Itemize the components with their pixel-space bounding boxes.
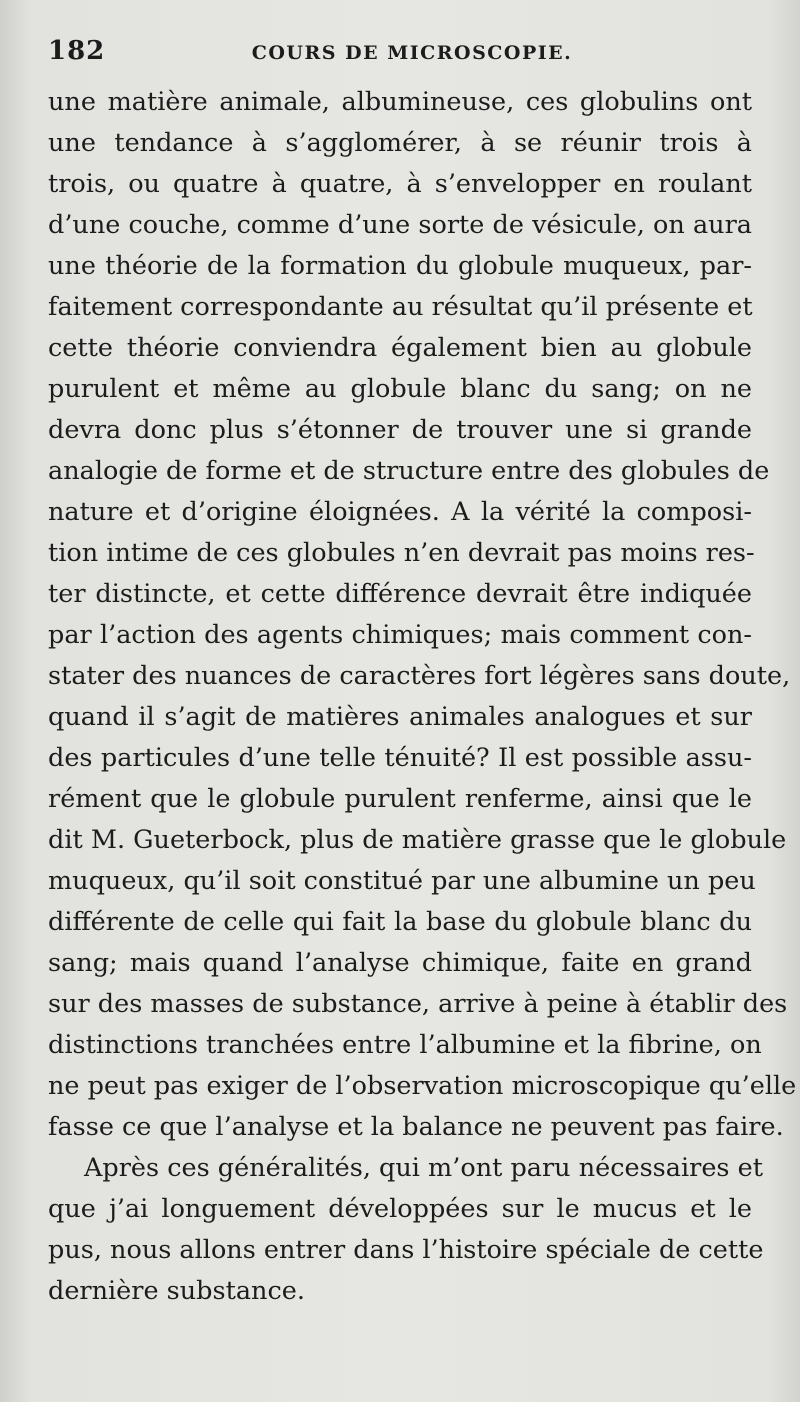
text-line: dit M. Gueterbock, plus de matière grasse que le globule [48, 825, 787, 855]
running-title: COURS DE MICROSCOPIE. [251, 42, 573, 64]
body-text [48, 82, 797, 1312]
text-line: purulent et même au globule blanc du sang; on ne [48, 374, 752, 404]
text-line: différente de celle qui fait la base du globule blanc du [48, 907, 752, 937]
text-line: fasse ce que l’analyse et la balance ne peuvent pas faire. [48, 1112, 784, 1142]
paragraph-2 [48, 1148, 764, 1312]
text-line: d’une couche, comme d’une sorte de vésicule, on aura [48, 210, 752, 240]
text-line: quand il s’agit de matières animales analogues et sur [48, 702, 752, 732]
text-line: ne peut pas exiger de l’observation microscopique qu’elle [48, 1071, 797, 1101]
text-line: sur des masses de substance, arrive à peine à établir des [48, 989, 788, 1019]
text-line: Après ces généralités, qui m’ont paru nécessaires et [84, 1153, 763, 1183]
text-line: cette théorie conviendra également bien au globule [48, 333, 752, 363]
text-line: pus, nous allons entrer dans l’histoire spéciale de cette [48, 1235, 764, 1265]
text-line: devra donc plus s’étonner de trouver une si grande [48, 415, 752, 445]
text-line: sang; mais quand l’analyse chimique, faite en grand [48, 948, 752, 978]
text-line: une théorie de la formation du globule muqueux, par- [48, 251, 752, 281]
text-line: rément que le globule purulent renferme, ainsi que le [48, 784, 752, 814]
running-head [48, 36, 752, 72]
text-line: par l’action des agents chimiques; mais comment con- [48, 620, 752, 650]
text-line: stater des nuances de caractères fort légères sans doute, [48, 661, 791, 691]
text-line: ter distincte, et cette différence devrait être indiquée [48, 579, 752, 609]
text-line: analogie de forme et de structure entre des globules de [48, 456, 770, 486]
text-line: tion intime de ces globules n’en devrait pas moins res- [48, 538, 755, 568]
text-line: muqueux, qu’il soit constitué par une albumine un peu [48, 866, 756, 896]
page-number: 182 [48, 36, 106, 66]
text-line: trois, ou quatre à quatre, à s’envelopper en roulant [48, 169, 752, 199]
text-line: des particules d’une telle ténuité? Il est possible assu- [48, 743, 752, 773]
text-line: nature et d’origine éloignées. A la vérité la composi- [48, 497, 752, 527]
text-line: dernière substance. [48, 1276, 305, 1306]
text-line: une matière animale, albumineuse, ces globulins ont [48, 87, 752, 117]
text-line: que j’ai longuement développées sur le mucus et le [48, 1194, 752, 1224]
text-line: distinctions tranchées entre l’albumine et la fibrine, on [48, 1030, 762, 1060]
paragraph-1 [48, 82, 797, 1148]
text-line: une tendance à s’agglomérer, à se réunir trois à [48, 128, 752, 158]
text-line: faitement correspondante au résultat qu’il présente et [48, 292, 753, 322]
